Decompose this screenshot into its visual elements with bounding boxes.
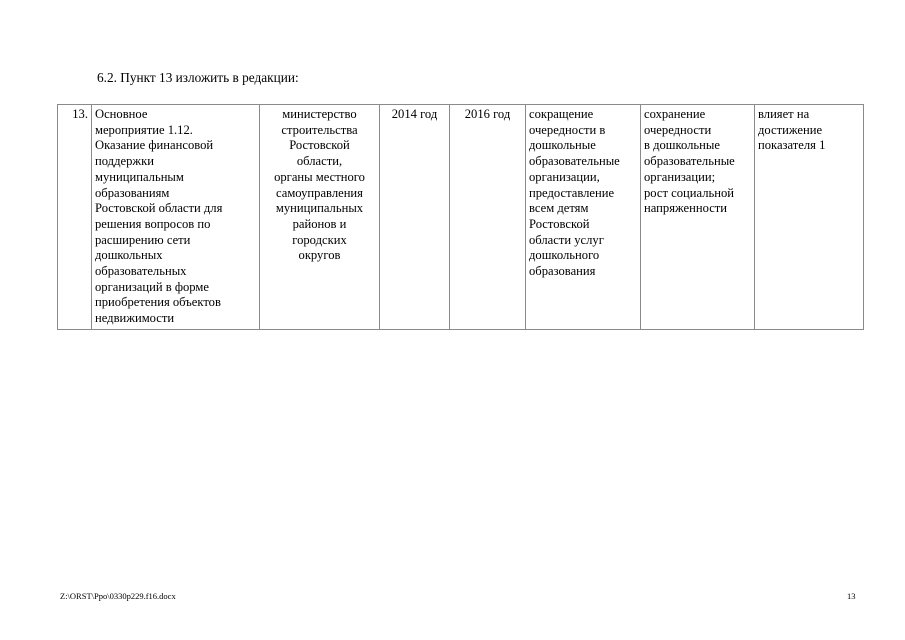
start-year-cell: 2014 год: [380, 105, 450, 330]
activity-cell: Основное мероприятие 1.12. Оказание финансовой поддержки муниципальным образованиям Ростовской области для решения вопросов по расширению сети дошкольных образовательных организаций в форме приобретения объектов недвижимости: [92, 105, 260, 330]
section-heading: 6.2. Пункт 13 изложить в редакции:: [97, 70, 299, 85]
measures-table: [57, 104, 864, 330]
row-number-cell: 13.: [58, 105, 92, 330]
page-number: 13: [847, 591, 856, 601]
end-year-cell: 2016 год: [450, 105, 526, 330]
expected-result-cell: сокращение очередности в дошкольные образовательные организации, предоставление всем детям Ростовской области услуг дошкольного образования: [526, 105, 641, 330]
consequences-cell: сохранение очередности в дошкольные образовательные организации; рост социальной напряженности: [641, 105, 755, 330]
footer-file-path: Z:\ORST\Ppo\0330p229.f16.docx: [60, 591, 176, 601]
indicator-link-cell: влияет на достижение показателя 1: [755, 105, 864, 330]
table-row: [58, 105, 864, 330]
executor-cell: министерство строительства Ростовской области, органы местного самоуправления муниципальных районов и городских округов: [260, 105, 380, 330]
